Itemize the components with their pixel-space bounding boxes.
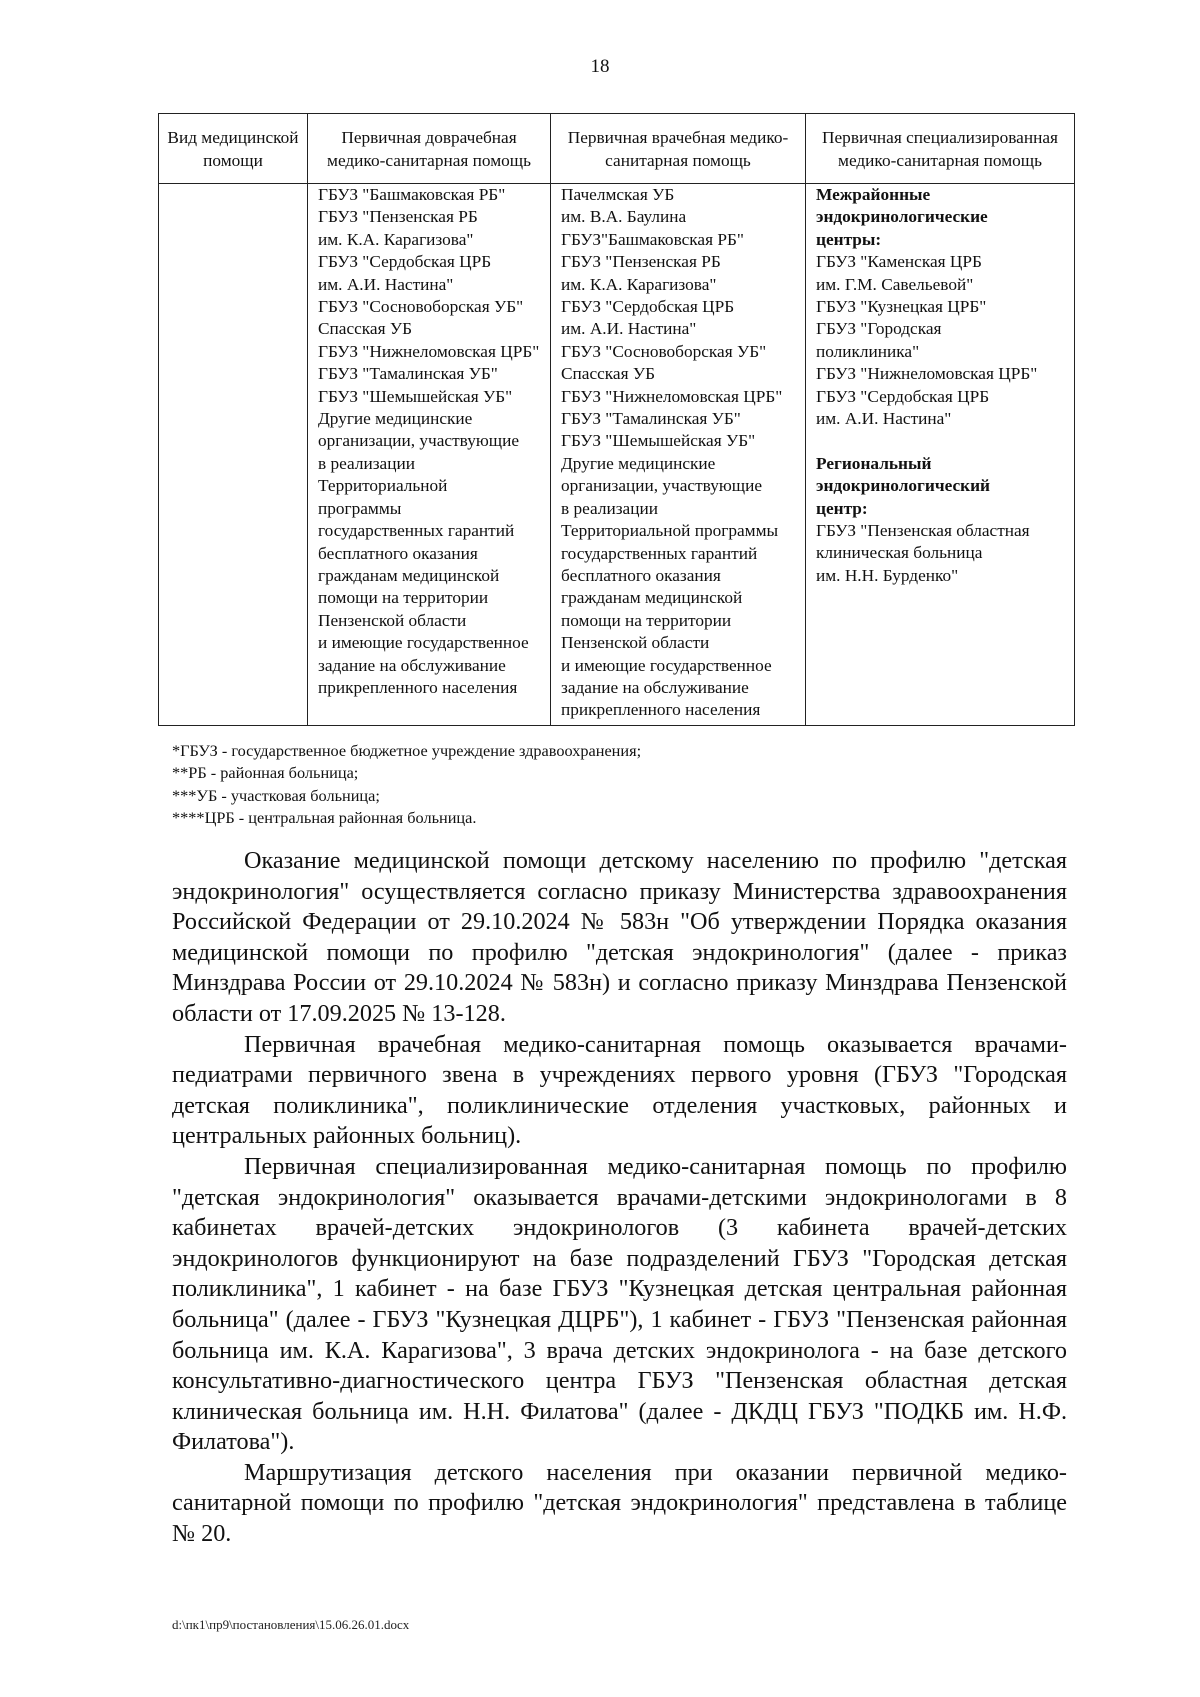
footnote-rb: **РБ - районная больница; bbox=[172, 763, 359, 783]
section-heading-line: Межрайонные bbox=[816, 185, 931, 204]
table-header-row bbox=[159, 114, 1075, 184]
section-heading-line: эндокринологический bbox=[816, 476, 991, 496]
organization-line: прикрепленного населения bbox=[318, 677, 518, 697]
organization-line: Спасская УБ bbox=[318, 319, 413, 339]
organization-line: им. Г.М. Савельевой" bbox=[816, 274, 974, 294]
cell-primary-physician-care bbox=[551, 184, 806, 726]
organization-line: помощи на территории bbox=[318, 588, 489, 608]
routing-table bbox=[158, 113, 1075, 726]
organization-line: помощи на территории bbox=[561, 610, 732, 630]
footnote-ub: ***УБ - участковая больница; bbox=[172, 785, 380, 805]
organization-line: Другие медицинские bbox=[318, 409, 473, 429]
organization-line: Спасская УБ bbox=[561, 364, 656, 384]
organization-line: ГБУЗ "Шемышейская УБ" bbox=[561, 431, 756, 451]
organization-line: бесплатного оказания bbox=[318, 543, 478, 563]
organization-line: Пензенской области bbox=[318, 610, 467, 630]
organization-line: им. В.А. Баулина bbox=[561, 207, 687, 227]
organization-line: им. А.И. Настина" bbox=[816, 409, 952, 429]
organization-line: им. К.А. Карагизова" bbox=[318, 229, 474, 249]
organization-line: государственных гарантий bbox=[561, 543, 758, 563]
footnote-gbuz: *ГБУЗ - государственное бюджетное учреждение здравоохранения; bbox=[172, 741, 642, 760]
organization-line: клиническая больница bbox=[816, 543, 983, 563]
organization-line: гражданам медицинской bbox=[561, 588, 743, 608]
cell-care-type bbox=[159, 184, 308, 726]
organization-line: организации, участвующие bbox=[318, 431, 519, 451]
organization-line: ГБУЗ "Сосновоборская УБ" bbox=[318, 297, 524, 317]
header-specialized-care: Первичная специализированная медико-санитарная помощь bbox=[806, 114, 1075, 184]
organization-line: им. Н.Н. Бурденко" bbox=[816, 565, 959, 585]
cell-specialized-care bbox=[806, 184, 1075, 726]
footnotes bbox=[172, 740, 1072, 829]
organization-line: им. К.А. Карагизова" bbox=[561, 274, 717, 294]
organization-line: Пачелмская УБ bbox=[561, 185, 675, 204]
organization-line: ГБУЗ "Кузнецкая ЦРБ" bbox=[816, 297, 987, 317]
organization-line: задание на обслуживание bbox=[561, 677, 749, 697]
organization-line: ГБУЗ "Сосновоборская УБ" bbox=[561, 341, 767, 361]
organization-line: Другие медицинские bbox=[561, 453, 716, 473]
organization-line: ГБУЗ "Нижнеломовская ЦРБ" bbox=[318, 341, 540, 361]
section-heading-line: центр: bbox=[816, 498, 868, 518]
header-care-type: Вид медицинской помощи bbox=[159, 114, 308, 184]
organization-line: ГБУЗ "Нижнеломовская ЦРБ" bbox=[816, 364, 1038, 384]
organization-line: ГБУЗ "Шемышейская УБ" bbox=[318, 386, 513, 406]
organization-line: гражданам медицинской bbox=[318, 565, 500, 585]
organization-line: поликлиника" bbox=[816, 341, 920, 361]
section-spacer bbox=[816, 430, 1067, 452]
section-heading-line: центры: bbox=[816, 229, 882, 249]
organization-line: бесплатного оказания bbox=[561, 565, 721, 585]
organization-line: ГБУЗ"Башмаковская РБ" bbox=[561, 229, 744, 249]
organization-line: Территориальной bbox=[318, 476, 448, 496]
file-path: d:\пк1\пр9\постановления\15.06.26.01.docx bbox=[172, 1617, 410, 1632]
organization-line: ГБУЗ "Сердобская ЦРБ bbox=[816, 386, 990, 406]
organization-line: прикрепленного населения bbox=[561, 700, 761, 720]
organization-line: ГБУЗ "Нижнеломовская ЦРБ" bbox=[561, 386, 783, 406]
organization-line: ГБУЗ "Сердобская ЦРБ bbox=[561, 297, 735, 317]
body-text bbox=[172, 846, 1067, 1550]
organization-line: программы bbox=[318, 498, 402, 518]
organization-line: Пензенской области bbox=[561, 633, 710, 653]
organization-line: Территориальной программы bbox=[561, 521, 779, 541]
table-row bbox=[159, 184, 1075, 726]
organization-line: ГБУЗ "Сердобская ЦРБ bbox=[318, 252, 492, 272]
header-primary-physician-care: Первичная врачебная медико-санитарная помощь bbox=[551, 114, 806, 184]
organization-line: ГБУЗ "Тамалинская УБ" bbox=[561, 409, 741, 429]
organization-line: ГБУЗ "Пензенская РБ bbox=[318, 207, 478, 227]
section-heading-line: Региональный bbox=[816, 453, 932, 473]
organization-line: ГБУЗ "Пензенская РБ bbox=[561, 252, 721, 272]
organization-line: ГБУЗ "Башмаковская РБ" bbox=[318, 185, 506, 204]
organization-line: организации, участвующие bbox=[561, 476, 762, 496]
paragraph-specialized-care: Первичная специализированная медико-санитарная помощь по профилю "детская эндокринология" оказывается врачами-детскими эндокринологами в 8 кабинетах врачей-детских эндокринологов (3 кабинета врачей-детских эндокринологов функционируют на базе подразделений ГБУЗ "Городская детская поликлиника", 1 кабинет - на базе ГБУЗ "Кузнецкая детская центральная районная больница" (далее - ГБУЗ "Кузнецкая ДЦРБ"), 1 кабинет - ГБУЗ "Пензенская районная больница им. К.А. Карагизова", 3 врача детских эндокринолога - на базе детского консультативно-диагностического центра ГБУЗ "Пензенская областная детская клиническая больница им. Н.Н. Филатова" (далее - ДКДЦ ГБУЗ "ПОДКБ им. Н.Ф. Филатова"). bbox=[172, 1152, 1067, 1456]
page-number: 18 bbox=[590, 56, 610, 77]
organization-line: и имеющие государственное bbox=[318, 633, 529, 653]
organization-line: ГБУЗ "Тамалинская УБ" bbox=[318, 364, 498, 384]
section-heading-line: эндокринологические bbox=[816, 207, 988, 227]
paragraph-legal-basis: Оказание медицинской помощи детскому населению по профилю "детская эндокринология" осуществляется согласно приказу Министерства здравоохранения Российской Федерации от 29.10.2024 № 583н "Об утверждении Порядка оказания медицинской помощи по профилю "детская эндокринология" (далее - приказ Минздрава России от 29.10.2024 № 583н) и согласно приказу Минздрава Пензенской области от 17.09.2025 № 13-128. bbox=[172, 847, 1067, 1027]
organization-line: в реализации bbox=[318, 453, 415, 473]
organization-line: государственных гарантий bbox=[318, 521, 515, 541]
paragraph-routing: Маршрутизация детского населения при оказании первичной медико-санитарной помощи по профилю "детская эндокринология" представлена в таблице № 20. bbox=[172, 1458, 1067, 1548]
footnote-crb: ****ЦРБ - центральная районная больница. bbox=[172, 807, 477, 827]
organization-line: им. А.И. Настина" bbox=[561, 319, 697, 339]
header-prehospital-care: Первичная доврачебная медико-санитарная помощь bbox=[308, 114, 551, 184]
organization-line: задание на обслуживание bbox=[318, 655, 506, 675]
organization-line: и имеющие государственное bbox=[561, 655, 772, 675]
organization-line: ГБУЗ "Каменская ЦРБ bbox=[816, 252, 982, 272]
organization-line: им. А.И. Настина" bbox=[318, 274, 454, 294]
organization-line: ГБУЗ "Городская bbox=[816, 319, 942, 339]
organization-line: ГБУЗ "Пензенская областная bbox=[816, 521, 1030, 541]
organization-line: в реализации bbox=[561, 498, 658, 518]
paragraph-primary-care: Первичная врачебная медико-санитарная помощь оказывается врачами-педиатрами первичного звена в учреждениях первого уровня (ГБУЗ "Городская детская поликлиника", поликлинические отделения участковых, районных и центральных районных больниц). bbox=[172, 1030, 1067, 1150]
cell-prehospital-care bbox=[308, 184, 551, 726]
